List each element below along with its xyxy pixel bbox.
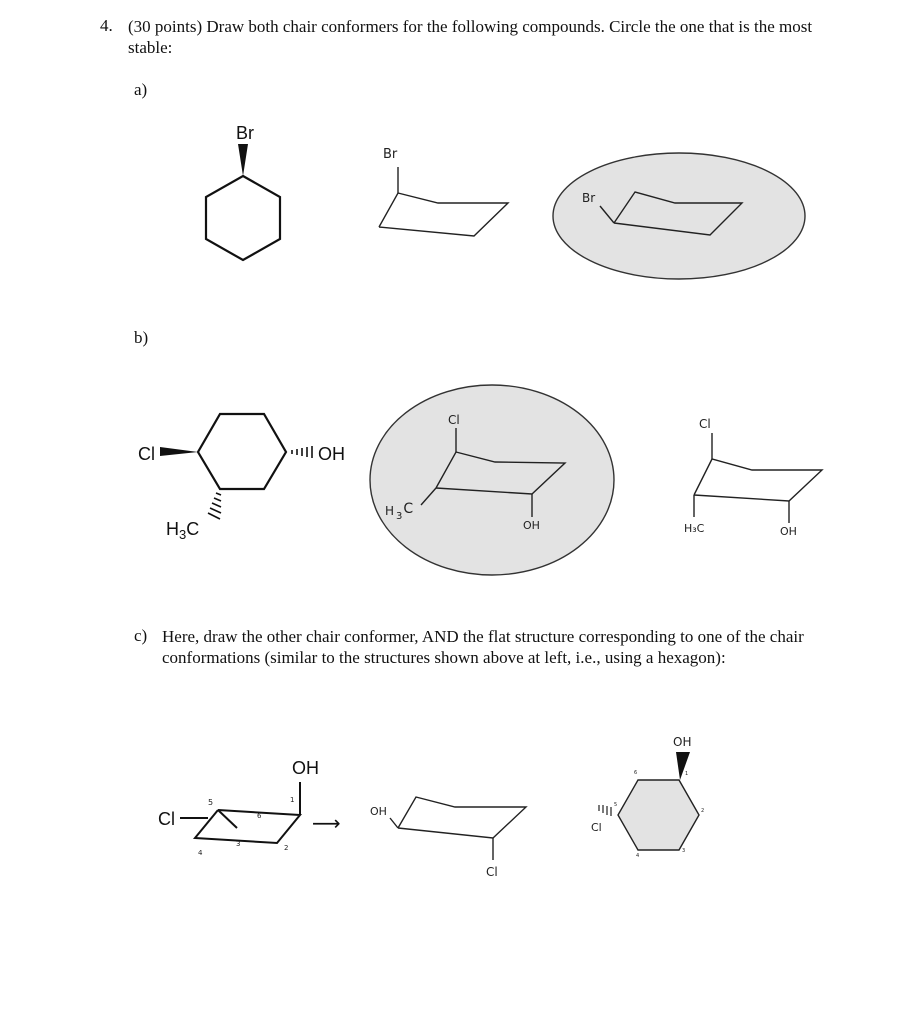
part-b-chair-other [684, 417, 822, 538]
chair-ring-front [218, 810, 237, 828]
hex-number-2: 2 [701, 808, 705, 814]
cl-label: Cl [158, 809, 175, 829]
chair-ring [398, 797, 526, 838]
oh-handwritten-label: OH [523, 519, 540, 532]
carbon-number-3: 3 [236, 840, 241, 848]
part-a-chair-equatorial-circled [553, 153, 805, 279]
cl-handwritten-label: Cl [448, 413, 460, 427]
oh-handwritten-label: OH [370, 805, 387, 818]
carbon-number-5: 5 [208, 798, 214, 807]
question-text: (30 points) Draw both chair conformers for the following compounds. Circle the one that is the most stable: [128, 17, 813, 57]
br-handwritten-label: Br [383, 147, 398, 162]
br-label: Br [236, 123, 254, 143]
question-number: 4. [100, 16, 113, 35]
oh-label: OH [318, 444, 345, 464]
methyl-hash-bond [208, 493, 221, 519]
hex-number-3: 3 [682, 848, 686, 854]
br-handwritten-label: Br [582, 191, 596, 205]
cyclohexane-ring [206, 176, 280, 260]
part-b-label: b) [134, 328, 149, 347]
part-c-answer-chair [370, 797, 526, 879]
hex-number-1: 1 [685, 771, 689, 777]
part-c-answer-hexagon [591, 735, 704, 859]
part-c-label: c) [134, 626, 148, 645]
cl-wedge-bond [160, 447, 198, 456]
chair-ring [379, 193, 508, 236]
oh-label: OH [292, 758, 319, 778]
cl-label: Cl [138, 444, 155, 464]
hex-number-6: 6 [634, 770, 638, 776]
carbon-number-2: 2 [284, 844, 289, 852]
h3c-label: $H_3C$ [166, 519, 200, 542]
oh-handwritten-label: OH [673, 735, 692, 749]
h3c-handwritten-label: H₃C [684, 522, 705, 535]
cl-hash-bond [599, 805, 611, 816]
carbon-number-6: 6 [257, 812, 262, 820]
chair-ring [195, 810, 300, 843]
oh-handwritten-label: OH [780, 525, 797, 538]
cl-handwritten-label: Cl [591, 821, 602, 834]
stability-circle [553, 153, 805, 279]
wedge-bond [238, 144, 248, 176]
hex-number-5: 5 [614, 802, 618, 808]
part-a-label: a) [134, 80, 148, 99]
h3c-handwritten-label: H $_3$C [385, 501, 414, 522]
part-c-text: Here, draw the other chair conformer, AND the flat structure corresponding to one of the chair conformations (similar to the structures shown above at left, i.e., using a hexagon): [162, 627, 804, 667]
part-a-chair-axial [379, 147, 508, 236]
cyclohexane-ring [198, 414, 286, 489]
carbon-number-1: 1 [290, 796, 295, 804]
cl-handwritten-label: Cl [699, 417, 711, 431]
part-b-chair-circled [370, 385, 614, 575]
part-c-given-chair [158, 758, 319, 857]
part-a-hexagon-structure [206, 123, 280, 260]
part-b-hexagon-structure [138, 414, 345, 542]
cl-handwritten-label: Cl [486, 865, 498, 879]
cyclohexane-ring [618, 780, 699, 850]
oh-hash-bond [292, 446, 312, 458]
oh-equatorial-bond [390, 818, 398, 828]
stability-circle [370, 385, 614, 575]
hex-number-4: 4 [636, 853, 640, 859]
carbon-number-4: 4 [198, 849, 203, 857]
conversion-arrow: ⟶ [312, 813, 341, 835]
chair-ring [694, 459, 822, 501]
